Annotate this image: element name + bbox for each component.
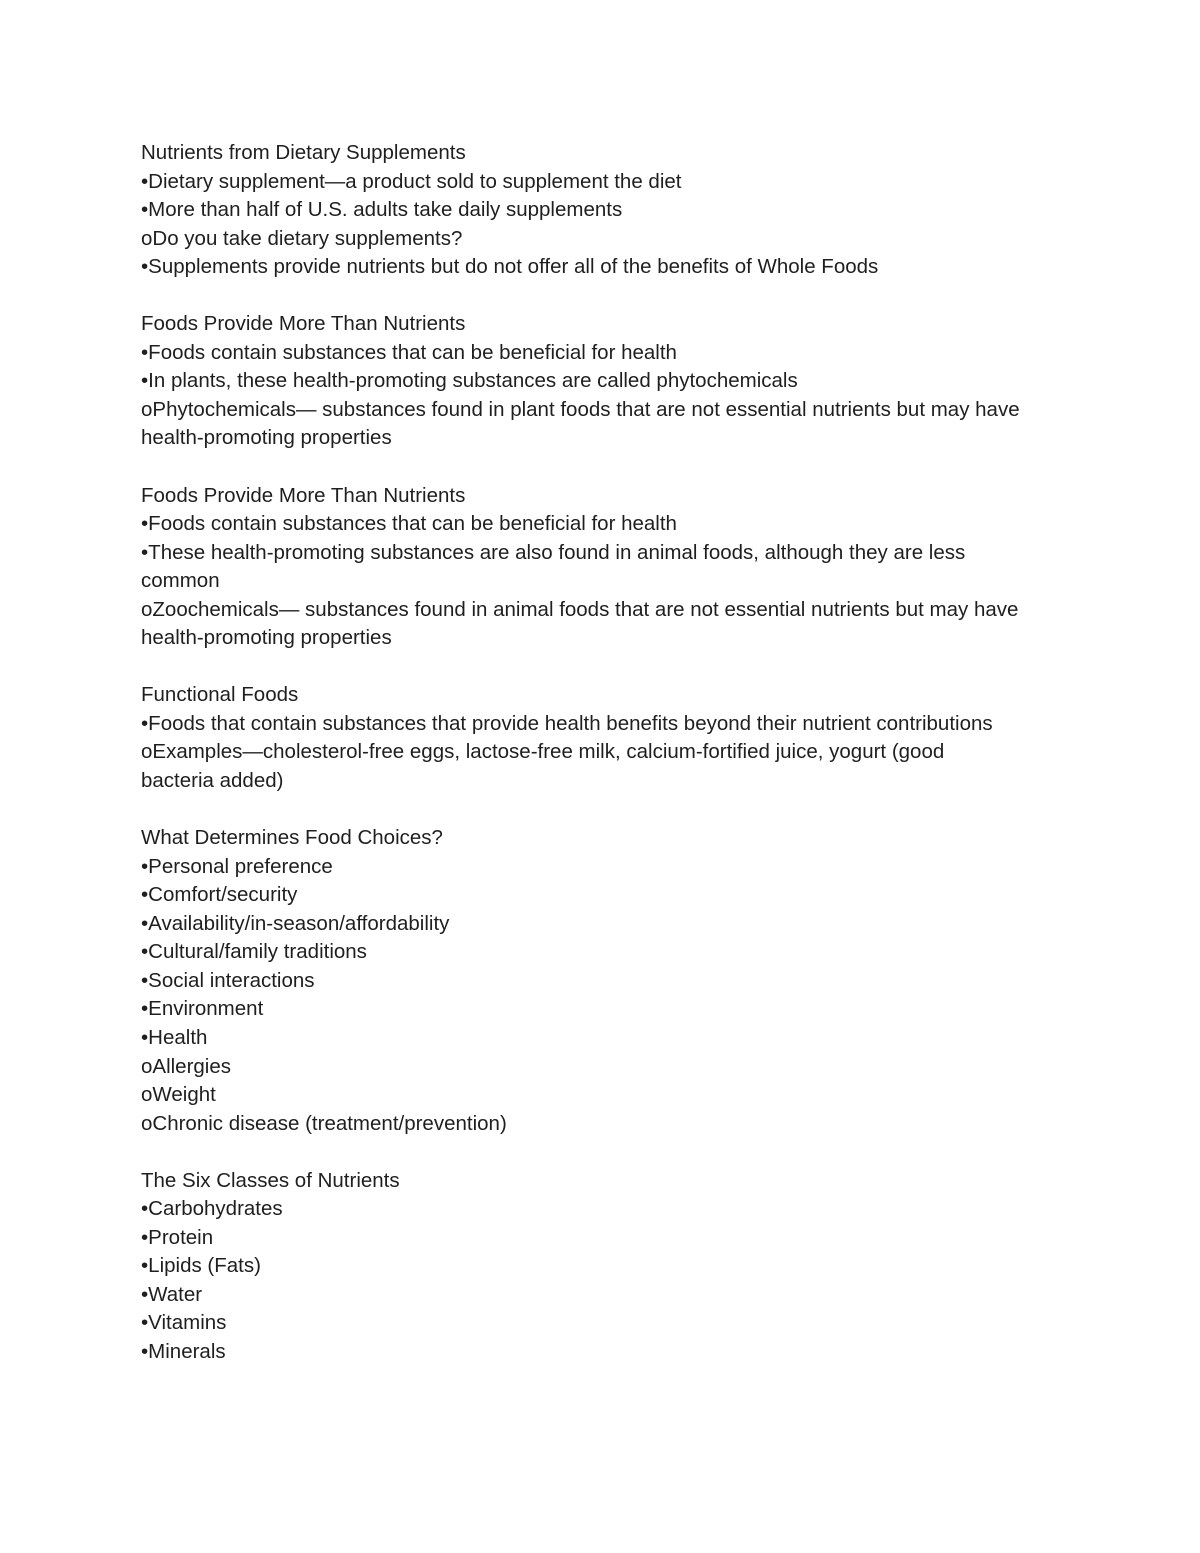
- sub-bullet-item: oAllergies: [141, 1054, 232, 1078]
- section-heading: Foods Provide More Than Nutrients: [141, 483, 466, 507]
- bullet-item: •Foods contain substances that can be beneficial for health: [141, 512, 677, 536]
- sub-bullet-item: oChronic disease (treatment/prevention): [141, 1111, 507, 1135]
- sub-bullet-item: oExamples—cholesterol-free eggs, lactose-free milk, calcium-fortified juice, yogurt (good bacteria added): [141, 740, 950, 793]
- bullet-item: •Cultural/family traditions: [141, 940, 367, 964]
- bullet-item: •Vitamins: [141, 1311, 227, 1335]
- section-heading: What Determines Food Choices?: [141, 826, 443, 850]
- section-food-choices: [141, 824, 1101, 1138]
- bullet-item: •Dietary supplement—a product sold to supplement the diet: [141, 169, 682, 193]
- sub-bullet-item: oWeight: [141, 1083, 216, 1107]
- section-foods-more-than-nutrients-animals: [141, 482, 1101, 653]
- bullet-item: •Comfort/security: [141, 883, 298, 907]
- section-heading: Foods Provide More Than Nutrients: [141, 312, 466, 336]
- bullet-item: •Water: [141, 1282, 203, 1306]
- bullet-item: •Supplements provide nutrients but do not offer all of the benefits of Whole Foods: [141, 255, 879, 279]
- bullet-item: •Environment: [141, 997, 264, 1021]
- bullet-item: •Lipids (Fats): [141, 1254, 261, 1278]
- bullet-item: •Protein: [141, 1225, 214, 1249]
- bullet-item: •Social interactions: [141, 968, 315, 992]
- bullet-item: •Carbohydrates: [141, 1197, 283, 1221]
- section-heading: Nutrients from Dietary Supplements: [141, 141, 466, 164]
- section-dietary-supplements: [141, 139, 1101, 282]
- section-functional-foods: [141, 681, 1101, 795]
- bullet-item: •Health: [141, 1025, 208, 1049]
- bullet-item: •In plants, these health-promoting substances are called phytochemicals: [141, 369, 798, 393]
- sub-bullet-item: oPhytochemicals— substances found in plant foods that are not essential nutrients but may have health-promoting properties: [141, 397, 1026, 450]
- section-heading: Functional Foods: [141, 683, 299, 707]
- bullet-item: •Minerals: [141, 1339, 226, 1363]
- section-foods-more-than-nutrients-plants: [141, 310, 1101, 453]
- bullet-item: •Foods that contain substances that provide health benefits beyond their nutrient contributions: [141, 711, 993, 735]
- sub-bullet-item: oDo you take dietary supplements?: [141, 226, 463, 250]
- bullet-item: •These health-promoting substances are also found in animal foods, although they are less common: [141, 540, 971, 593]
- section-heading: The Six Classes of Nutrients: [141, 1168, 400, 1192]
- bullet-item: •Personal preference: [141, 854, 333, 878]
- sub-bullet-item: oZoochemicals— substances found in animal foods that are not essential nutrients but may have health-promoting properties: [141, 597, 1025, 650]
- bullet-item: •More than half of U.S. adults take daily supplements: [141, 198, 623, 222]
- section-six-classes: [141, 1167, 1101, 1367]
- bullet-item: •Availability/in-season/affordability: [141, 911, 450, 935]
- document-page: [141, 139, 1101, 1395]
- bullet-item: •Foods contain substances that can be beneficial for health: [141, 340, 677, 364]
